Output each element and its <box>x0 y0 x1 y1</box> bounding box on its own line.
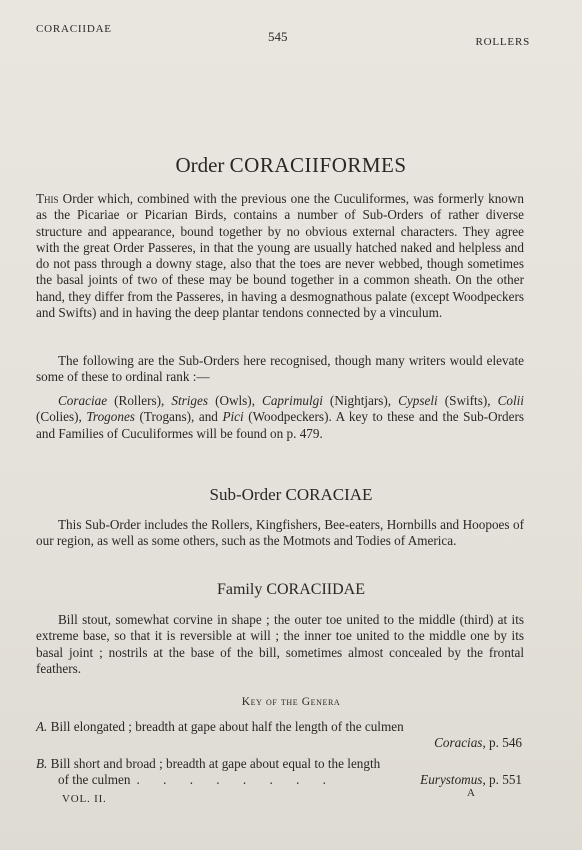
suborders-list <box>36 393 524 442</box>
suborder-latin-name: Pici <box>222 409 244 425</box>
suborder-latin-name: Colii <box>497 393 524 408</box>
suborder-common-name: (Colies), <box>36 409 87 425</box>
order-heading-name: CORACIIFORMES <box>229 153 407 177</box>
volume-label: VOL. II. <box>62 793 107 805</box>
running-header-common-name: ROLLERS <box>475 36 530 48</box>
key-title <box>0 696 582 708</box>
family-description: Bill stout, somewhat corvine in shape ; the outer toe united to the middle (third) at its extreme base, so that it is reversible at will ; the inner toe united to the middle one by its basal joint ; nostrils at the base of the bill, sometimes almost concealed by the frontal feathers. <box>36 612 524 676</box>
suborders-intro: The following are the Sub-Orders here recognised, though many writers would elevate some of these to ordinal rank :— <box>36 353 524 385</box>
page-number: 545 <box>268 29 288 44</box>
suborder-description: This Sub-Order includes the Rollers, Kingfishers, Bee-eaters, Hornbills and Hoopoes of our region, as well as some others, such as the Motmots and Todies of America. <box>36 517 524 549</box>
suborder-common-name: (Trogans), and <box>134 409 223 425</box>
suborder-latin-name: Striges <box>171 393 209 408</box>
suborder-common-name: (Owls), <box>208 393 263 408</box>
key-text: Bill elongated ; breadth at gape about half the length of the culmen <box>50 719 404 734</box>
suborder-common-name: (Rollers), <box>107 393 172 408</box>
family-heading-name: CORACIIDAE <box>266 581 365 598</box>
key-letter: A. <box>36 719 48 734</box>
key-genus-reference <box>420 772 522 788</box>
order-description <box>36 191 524 321</box>
order-heading-prefix: Order <box>175 153 225 177</box>
key-leader-dots: . . . . . . . . <box>136 772 336 787</box>
family-heading-prefix: Family <box>216 581 263 598</box>
suborder-common-name: (Woodpeckers). <box>243 409 332 425</box>
signature-mark: A <box>467 787 475 799</box>
key-genus: Eurystomus <box>420 772 483 787</box>
running-header-family: CORACIIDAE <box>36 23 112 35</box>
key-letter: B. <box>36 756 48 771</box>
order-description-lead: This <box>36 191 59 206</box>
suborder-heading-name: CORACIAE <box>285 485 373 504</box>
key-page: , p. 551 <box>482 772 522 787</box>
suborder-common-name: (Nightjars), <box>322 393 399 408</box>
key-page: , p. 546 <box>482 735 522 750</box>
suborder-latin-name: Cypseli <box>398 393 438 408</box>
key-genus-reference <box>36 735 522 751</box>
order-heading <box>0 153 582 178</box>
key-row <box>36 756 522 788</box>
suborder-heading <box>0 485 582 505</box>
key-row <box>36 719 522 751</box>
key-genus: Coracias <box>434 735 483 750</box>
key-title-text: Key of the Genera <box>241 696 341 708</box>
family-heading <box>0 581 582 599</box>
suborder-latin-name: Caprimulgi <box>262 393 323 408</box>
key-text: Bill short and broad ; breadth at gape about equal to the length <box>50 756 381 771</box>
suborders-key-reference: A key to these and the Sub-Orders and Families of Cuculiformes will be found on p. 479. <box>36 409 524 441</box>
suborder-latin-name: Coraciae <box>58 393 108 408</box>
suborder-common-name: (Swifts), <box>437 393 498 408</box>
suborder-heading-prefix: Sub-Order <box>209 485 282 504</box>
order-description-text: Order which, combined with the previous one the Cuculiformes, was formerly known as the Picariae or Picarian Birds, contains a number of Sub-Orders of rather diverse structure and appearance, bound together by no obvious external characters. They agree with the great Order Passeres, in that the young are usually hatched naked and helpless and do not pass through a downy stage, also that the toes are never webbed, though sometimes the basal joints of two of these may be bound together in a common sheath. On the other hand, they differ from the Passeres, in having a desmognathous palate (except Woodpeckers and Swifts) and in having the deep plantar tendons connected by a vinculum. <box>36 191 524 321</box>
key-continuation-text: of the culmen <box>58 772 131 787</box>
suborder-latin-name: Trogones <box>86 409 135 425</box>
